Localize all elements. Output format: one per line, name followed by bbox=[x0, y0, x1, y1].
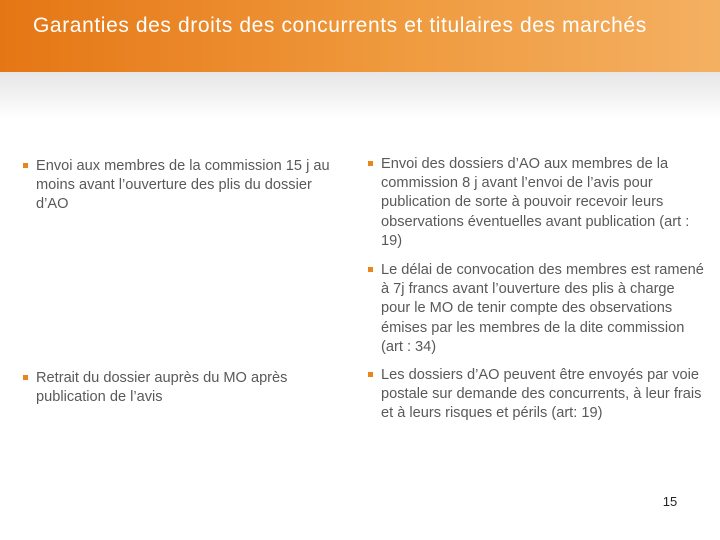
bullet-square-icon bbox=[23, 163, 28, 168]
slide-title: Garanties des droits des concurrents et titulaires des marchés bbox=[33, 14, 647, 37]
bullet-square-icon bbox=[368, 161, 373, 166]
bullet-text: Envoi aux membres de la commission 15 j au moins avant l’ouverture des plis du dossier d’AO bbox=[36, 158, 330, 213]
bullet-square-icon bbox=[368, 267, 373, 272]
left-bullet-2 bbox=[36, 369, 341, 407]
page-number: 15 bbox=[662, 494, 678, 509]
right-bullet-2 bbox=[381, 261, 706, 357]
title-bar bbox=[0, 0, 720, 72]
header-shadow-band bbox=[0, 72, 720, 118]
right-bullet-1 bbox=[381, 155, 706, 251]
bullet-text: Le délai de convocation des membres est ramené à 7j francs avant l’ouverture des plis à charge pour le MO de tenir compte des observations émises par les membres de la dite commission (art : 34) bbox=[381, 262, 704, 355]
bullet-text: Retrait du dossier auprès du MO après publication de l’avis bbox=[36, 370, 288, 406]
right-bullet-3 bbox=[381, 366, 706, 424]
bullet-text: Les dossiers d’AO peuvent être envoyés par voie postale sur demande des concurrents, à leur frais et à leurs risques et périls (art: 19) bbox=[381, 367, 702, 422]
left-bullet-1 bbox=[36, 157, 336, 215]
bullet-text: Envoi des dossiers d’AO aux membres de la commission 8 j avant l’envoi de l’avis pour publication de sorte à pouvoir recevoir leurs observations éventuelles avant publication (art : 19) bbox=[381, 156, 690, 249]
bullet-square-icon bbox=[23, 375, 28, 380]
bullet-square-icon bbox=[368, 372, 373, 377]
